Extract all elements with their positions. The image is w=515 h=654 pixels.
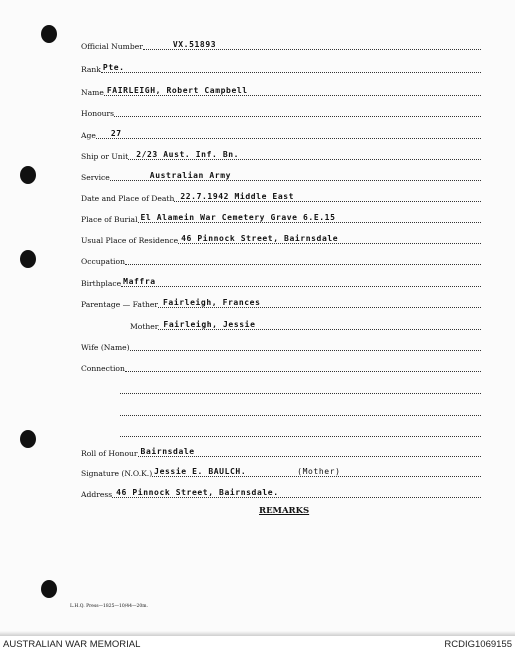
footer-institution: AUSTRALIAN WAR MEMORIAL <box>3 639 141 650</box>
residence-label: Usual Place of Residence <box>81 236 179 245</box>
wife-label: Wife (Name) <box>81 343 130 352</box>
official-number-row <box>81 38 481 52</box>
wife-row <box>81 339 481 353</box>
burial-value: El Alamein War Cemetery Grave 6.E.15 <box>140 213 336 222</box>
address-label: Address <box>81 490 113 499</box>
connection-line <box>120 425 481 439</box>
occupation-row <box>81 253 481 267</box>
death-value: 22.7.1942 Middle East <box>180 192 295 201</box>
connection-label: Connection <box>81 364 125 373</box>
signature-relation: (Mother) <box>297 467 341 476</box>
address-row <box>81 486 481 500</box>
burial-label: Place of Burial <box>81 215 138 224</box>
father-value: Fairleigh, Frances <box>163 298 261 307</box>
punch-hole <box>41 25 57 43</box>
archive-footer <box>0 637 515 654</box>
print-code: L.H.Q. Press—1825—10/44—20m. <box>70 604 148 609</box>
punch-hole <box>20 250 36 268</box>
service-value: Australian Army <box>149 171 232 180</box>
residence-value: 46 Pinnock Street, Bairnsdale <box>181 234 339 243</box>
rank-value: Pte. <box>102 63 125 72</box>
death-label: Date and Place of Death <box>81 194 175 203</box>
official-number-label: Official Number <box>81 42 143 51</box>
name-label: Name <box>81 88 104 97</box>
signature-row <box>81 465 481 479</box>
ship-or-unit-row <box>81 148 481 162</box>
birthplace-value: Maffra <box>123 277 156 286</box>
rank-label: Rank <box>81 65 101 74</box>
service-row <box>81 169 481 183</box>
scan-edge <box>0 631 515 636</box>
signature-value: Jessie E. BAULCH. <box>154 467 247 476</box>
rank-row <box>81 61 481 75</box>
ship-or-unit-label: Ship or Unit <box>81 152 129 161</box>
father-row <box>81 296 481 310</box>
mother-row <box>130 318 481 332</box>
punch-hole <box>41 580 57 598</box>
connection-row <box>81 360 481 374</box>
death-row <box>81 190 481 204</box>
address-value: 46 Pinnock Street, Bairnsdale. <box>116 488 279 497</box>
occupation-label: Occupation <box>81 257 125 266</box>
ship-or-unit-value: 2/23 Aust. Inf. Bn. <box>136 150 240 159</box>
name-value: FAIRLEIGH, Robert Campbell <box>106 86 248 95</box>
roll-of-honour-row <box>81 445 481 459</box>
roll-of-honour-label: Roll of Honour <box>81 449 138 458</box>
service-label: Service <box>81 173 110 182</box>
mother-label: Mother <box>130 322 159 331</box>
connection-line <box>120 382 481 396</box>
age-row <box>81 127 481 141</box>
birthplace-label: Birthplace <box>81 279 122 288</box>
honours-row <box>81 105 481 119</box>
name-row <box>81 84 481 98</box>
honours-label: Honours <box>81 109 115 118</box>
punch-hole <box>20 166 36 184</box>
mother-value: Fairleigh, Jessie <box>163 320 256 329</box>
roll-of-honour-value: Bairnsdale <box>140 447 195 456</box>
burial-row <box>81 211 481 225</box>
connection-line <box>120 404 481 418</box>
footer-record-id: RCDIG1069155 <box>444 639 512 650</box>
residence-row <box>81 232 481 246</box>
age-label: Age <box>81 131 96 140</box>
age-value: 27 <box>110 129 122 138</box>
signature-label: Signature (N.O.K.) <box>81 469 153 478</box>
punch-hole <box>20 430 36 448</box>
birthplace-row <box>81 275 481 289</box>
remarks-heading: REMARKS <box>259 506 310 516</box>
father-label: Parentage — Father <box>81 300 159 309</box>
official-number-value: VX.51893 <box>172 40 217 49</box>
